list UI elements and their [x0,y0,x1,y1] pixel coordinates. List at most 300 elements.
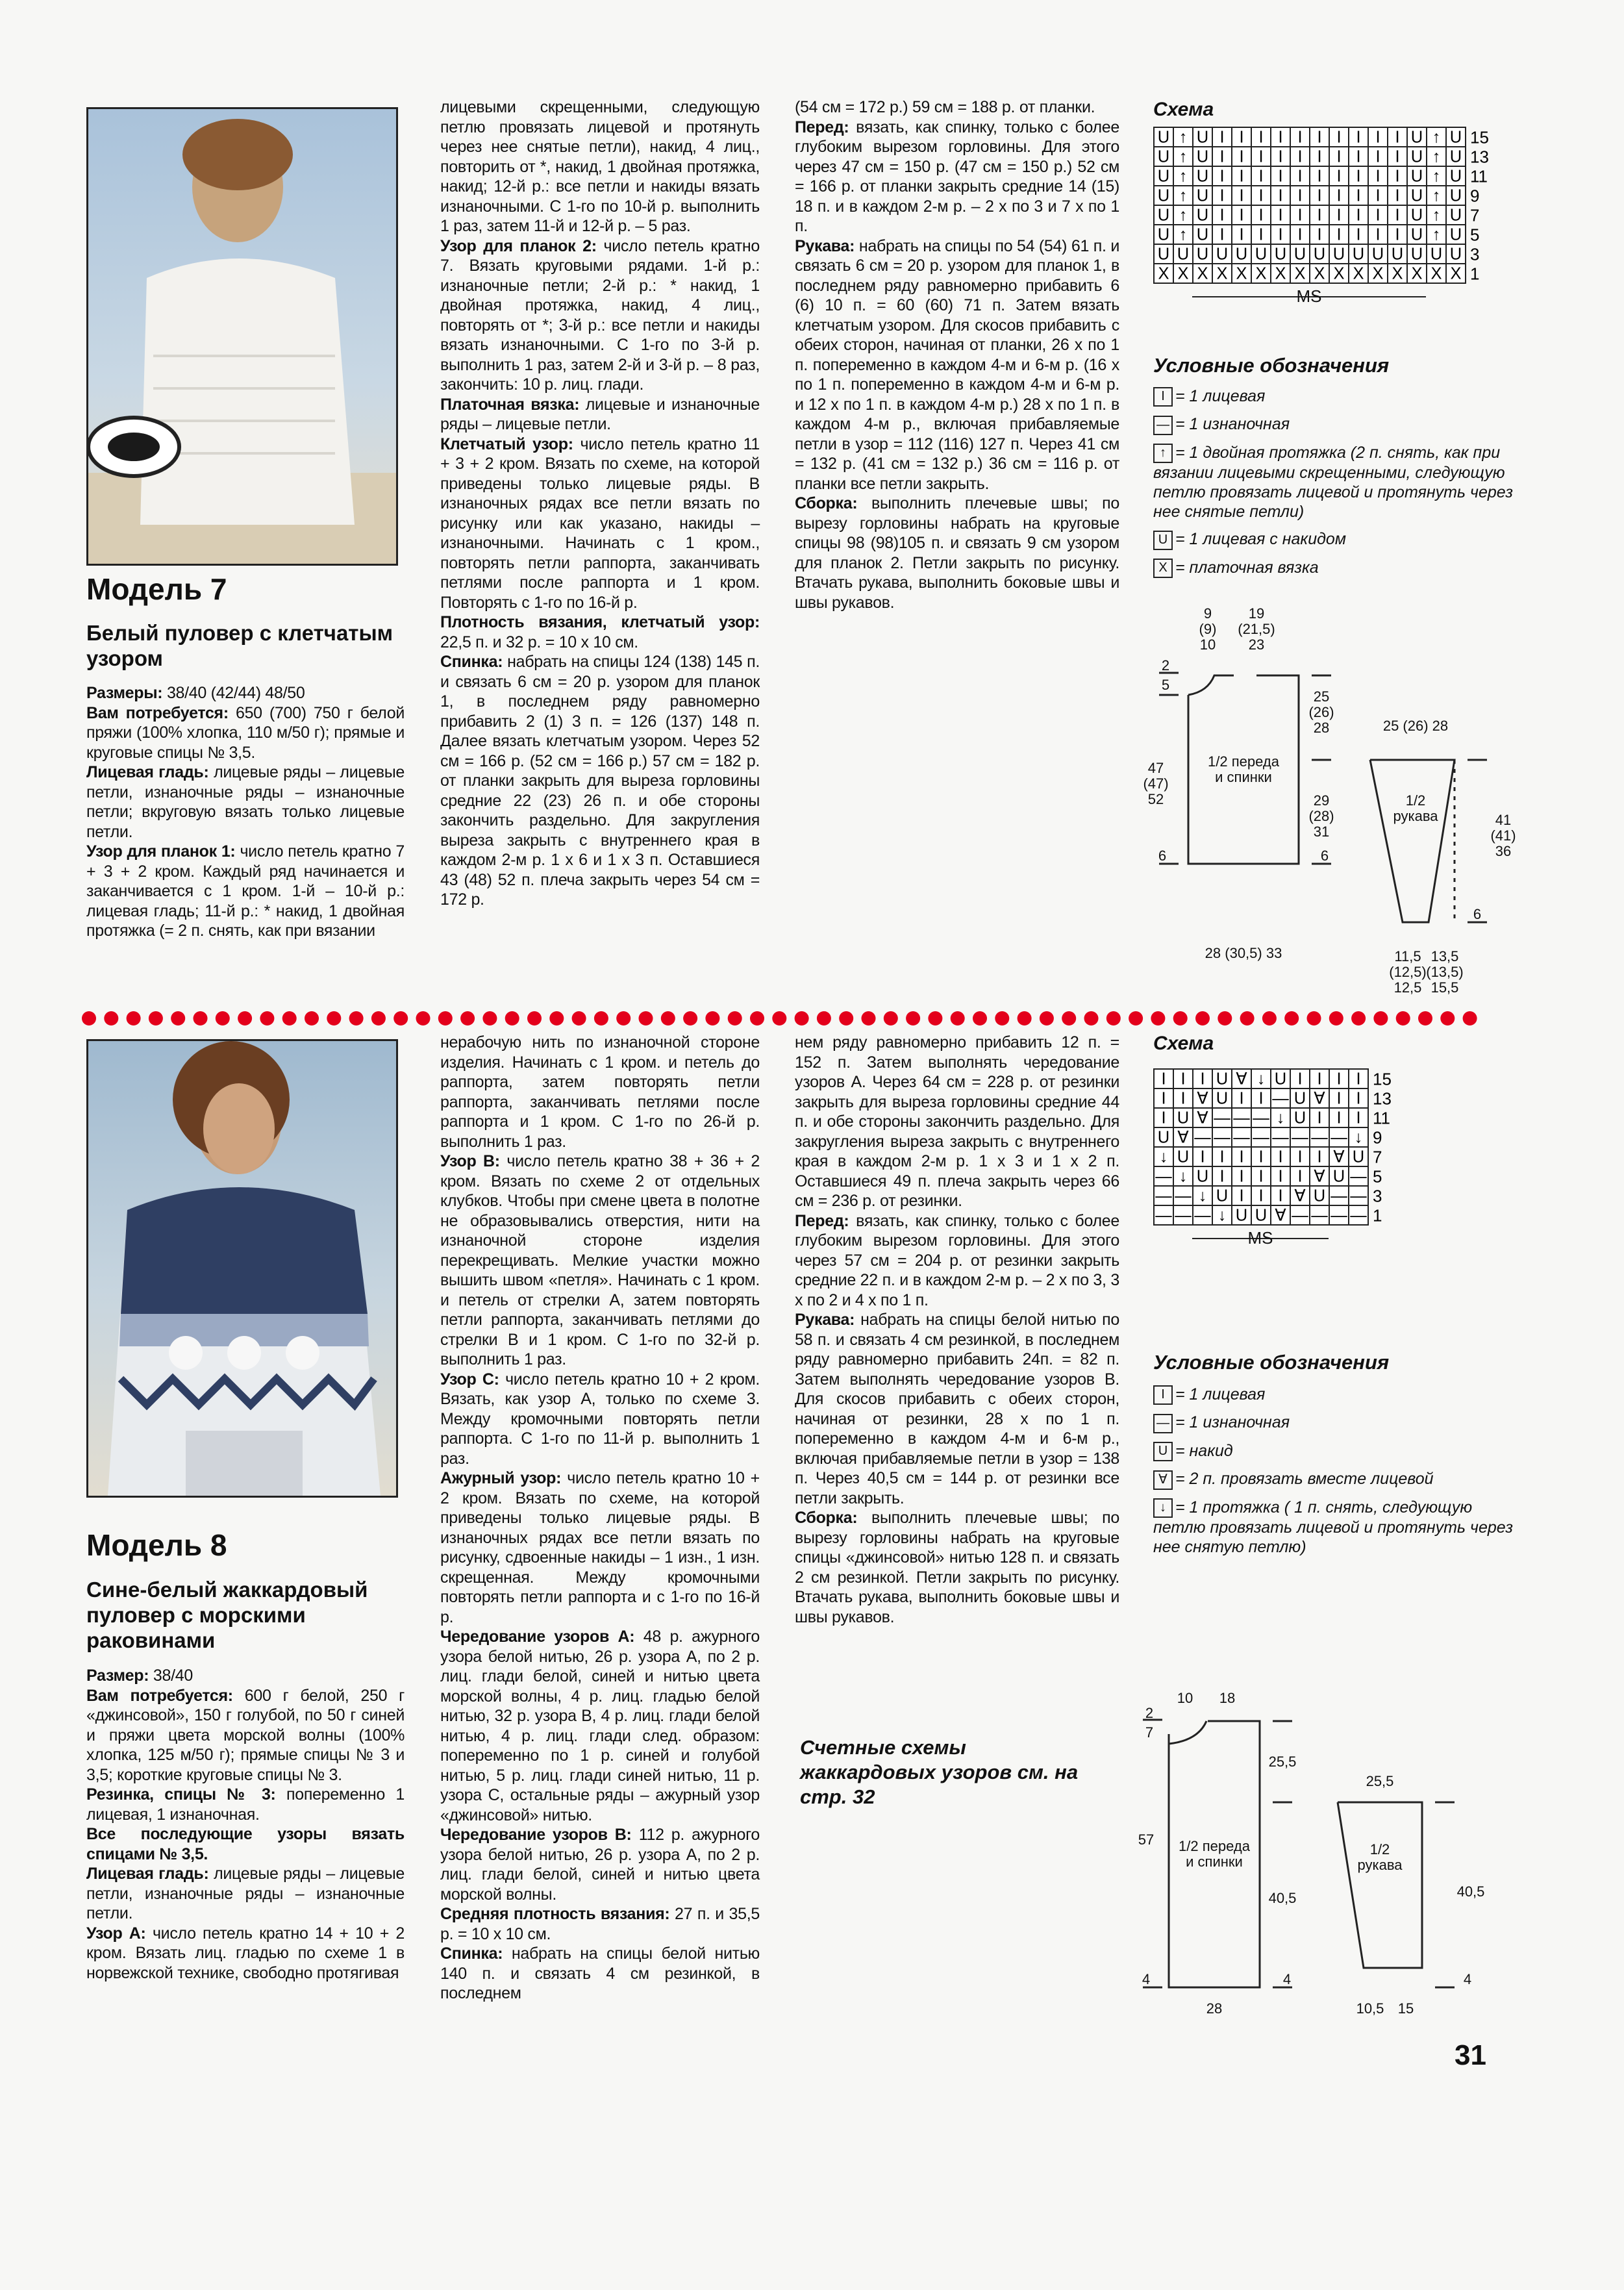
chart-symbol: I [1297,1167,1303,1186]
divider-dot [772,1011,786,1025]
chart-symbol: U [1293,1109,1306,1127]
divider-dot [1129,1011,1143,1025]
schematic-sleeve-width-label: 10,5 [1356,2000,1384,2017]
chart-symbol: U [1157,245,1170,264]
chart-symbol: I [1239,167,1244,186]
paragraph-heading: Лицевая гладь: [86,1865,209,1883]
chart-symbol: U [1157,186,1170,205]
model8-paragraph [440,1370,760,1469]
chart-symbol: U [1430,245,1443,264]
chart-symbol: U [1449,147,1462,166]
legend-item [1153,414,1517,434]
legend-text: = 1 изнаночная [1175,1413,1290,1432]
chart-symbol: U [1313,1187,1326,1205]
paragraph-text: лицевыми скрещенными, следующую петлю провязать лицевой и протянуть через нее снятые петли), накид, 4 лиц., повторить от *, накид, 1 двойная протяжка, накид; 12-й р.: все петли и накиды вязать изнаночными. С 1-го по 10-й р. выполнить 1 раз, затем 11-й и 12-й р. – 5 раз. [440,98,760,235]
paragraph-text: число петель кратно 10 + 2 кром. Вязать по схеме, на которой приведены только лицевые ряды. В изнаночных рядах все петли вязать по рисунку, сдвоенные накиды – 1 изн., 1 изн. скрещенная. Между кромочными повторять петли раппорта и с 1-го по 16-й р. [440,1469,760,1626]
paragraph-heading: Перед: [795,118,849,136]
divider-dot [260,1011,274,1025]
divider-dot [817,1011,831,1025]
paragraph-text: 22,5 п. и 32 р. = 10 х 10 см. [440,633,638,651]
paragraph-heading: Узор А: [86,1924,146,1943]
chart-symbol: I [1336,147,1342,166]
chart-symbol: ∀ [1275,1206,1286,1225]
chart-symbol: I [1375,167,1380,186]
paragraph-text: вязать, как спинку, только с более глубоким вырезом горловины. Для этого через 57 см = 204 р. от резинки закрыть средние 22 п. и в каждом 2-м р. – 2 х по 3, 3 х по 2 и 4 х по 1 п. [795,1211,1119,1309]
schematic-body-height-label: 47 [1147,760,1164,776]
model8-paragraph [86,1666,405,1686]
chart-symbol: U [1196,225,1209,244]
legend-item [1153,558,1517,578]
chart-symbol: I [1239,206,1244,225]
chart-symbol: — [1233,1109,1250,1127]
chart-symbol: U [1449,128,1462,147]
schematic-body-height-label: 57 [1138,1831,1155,1848]
legend-symbol-icon: U [1153,1442,1173,1461]
schematic-sleeve-width-label: 11,5 [1394,948,1421,964]
divider-dot [1373,1011,1388,1025]
chart-symbol: I [1297,1148,1303,1166]
chart-row-number: 5 [1373,1166,1382,1187]
schematic-body-height-label: 52 [1147,791,1164,807]
chart-symbol: I [1258,1167,1264,1186]
model7-paragraph [795,236,1119,494]
chart-symbol: X [1314,264,1325,283]
chart-symbol: U [1196,128,1209,147]
chart-symbol: I [1297,225,1303,244]
model8-paragraph [795,1508,1119,1627]
chart-symbol: U [1410,245,1423,264]
paragraph-heading: Рукава: [795,236,855,255]
legend-item [1153,529,1517,549]
model7-paragraph [795,494,1119,612]
chart-symbol: X [1158,264,1169,283]
divider-dot [951,1011,965,1025]
chart-symbol: I [1278,167,1283,186]
chart-symbol: — [1292,1206,1308,1225]
chart-symbol: I [1336,167,1342,186]
paragraph-heading: Резинка, спицы № 3: [86,1785,276,1804]
model7-paragraph [86,703,405,763]
divider-dot [505,1011,519,1025]
chart-symbol: I [1317,186,1322,205]
schematic-body-height-label: (47) [1143,775,1169,792]
paragraph-text: 600 г белой, 250 г «джинсовой», 150 г голубой, по 50 г синей и пряжи цвета морской волны (100% хлопка, 125 м/50 г); прямые спицы № 3 и 3,5; короткие круговые спицы № 3. [86,1686,405,1784]
chart-symbol: U [1293,245,1306,264]
legend-symbol-icon: — [1153,1414,1173,1433]
chart-symbol: I [1356,1109,1361,1127]
chart-symbol: I [1278,1187,1283,1205]
chart-row-number: 11 [1373,1108,1390,1128]
chart-symbol: ↓ [1179,1167,1188,1186]
chart-symbol: I [1317,206,1322,225]
chart-symbol: U [1371,245,1384,264]
chart-symbol: U [1410,167,1423,186]
chart-row-number: 9 [1373,1127,1382,1148]
legend-text: = 1 лицевая [1175,387,1266,405]
schematic-body-label: 1/2 переда [1208,753,1279,770]
chart-symbol: ↓ [1256,1070,1266,1088]
schematic-sleeve-label: рукава [1393,808,1438,824]
chart-symbol: I [1336,186,1342,205]
chart-symbol: — [1350,1187,1367,1205]
chart-symbol: ↑ [1432,206,1441,225]
chart-symbol: I [1356,1070,1361,1088]
paragraph-text: вязать, как спинку, только с более глубоким вырезом горловины. Для этого через 47 см = 150 р. (47 см = 150 р.) 52 см = 166 р. от планки закрыть средние 14 (15) 18 п. и в каждом 2-м р. – 2 х по 3 и 7 х по 1 п. [795,118,1119,235]
model7-paragraph [795,118,1119,236]
chart-symbol: ↑ [1432,186,1441,205]
paragraph-text: число петель кратно 7 + 3 + 2 кром. Каждый ряд начинается и заканчивается с 1 кром. 1-й – 10-й р.: лицевая гладь; 11-й р.: * накид, 1 двойная протяжка (= 2 п. снять, как при вязании [86,842,405,940]
chart-symbol: ↓ [1276,1109,1285,1127]
chart-symbol: U [1410,186,1423,205]
schematic-armhole-label: (26) [1308,704,1334,720]
divider-dot [594,1011,608,1025]
chart-symbol: I [1258,186,1264,205]
paragraph-text: число петель кратно 14 + 10 + 2 кром. Вязать лиц. гладью по схеме 1 в норвежской технике, свободно протягивая [86,1924,405,1982]
legend-item [1153,1441,1517,1461]
chart-symbol: ∀ [1177,1128,1189,1147]
chart-symbol: I [1356,186,1361,205]
chart-symbol: U [1196,167,1209,186]
model8-paragraph [86,1785,405,1824]
model7-paragraph [86,762,405,842]
chart-symbol: I [1336,1070,1342,1088]
divider-dot [1195,1011,1210,1025]
model8-paragraph [795,1310,1119,1508]
chart-symbol: U [1410,206,1423,225]
chart-symbol: U [1196,245,1209,264]
model8-paragraph [440,1151,760,1370]
schematic-sleeve-width-label: (13,5) [1426,964,1464,980]
chart-symbol: U [1177,245,1190,264]
chart-symbol: U [1449,167,1462,186]
legend-symbol-icon: U [1153,531,1173,550]
chart-symbol: I [1336,128,1342,147]
paragraph-heading: Узор для планок 2: [440,236,597,255]
chart-symbol: ↓ [1354,1128,1363,1147]
paragraph-heading: Вам потребуется: [86,703,229,722]
paragraph-heading: Лицевая гладь: [86,763,209,781]
divider-dot [705,1011,719,1025]
chart-symbol: U [1177,1148,1190,1166]
divider-dot [149,1011,163,1025]
chart-symbol: I [1219,1148,1225,1166]
schematic-neck-depth2-label: 5 [1161,677,1170,693]
divider-dot [1262,1011,1277,1025]
divider-dot [750,1011,764,1025]
model8-photo [86,1039,398,1498]
legend-symbol-icon: I [1153,387,1173,407]
divider-dot [171,1011,185,1025]
chart-symbol: X [1372,264,1384,283]
legend-item [1153,1498,1517,1557]
chart-symbol: U [1449,206,1462,225]
chart-symbol: ∀ [1314,1089,1325,1108]
schematic-sleeve-width-label: 12,5 [1393,979,1422,996]
chart-symbol: ∀ [1236,1070,1247,1088]
chart-symbol: U [1216,245,1229,264]
legend-item [1153,1413,1517,1433]
chart-symbol: — [1330,1187,1347,1205]
chart-symbol: ↑ [1179,225,1188,244]
model8-paragraph [440,1944,760,2004]
chart-symbol: — [1350,1206,1367,1225]
divider-dot [394,1011,408,1025]
paragraph-text: попеременно 1 лицевая, 1 изнаночная. [86,1785,405,1824]
divider-dot [371,1011,386,1025]
model7-title: Модель 7 [86,572,227,606]
divider-dot [1418,1011,1432,1025]
divider-dot [1351,1011,1366,1025]
paragraph-heading: Чередование узоров В: [440,1826,632,1844]
chart-row-number: 3 [1373,1186,1382,1206]
legend-text: = 2 п. провязать вместе лицевой [1175,1470,1434,1489]
model8-paragraph [440,1904,760,1944]
divider-dot [482,1011,497,1025]
chart-symbol: — [1350,1167,1367,1186]
schematic-neck-depth2-label: 7 [1145,1724,1154,1741]
model8-stitch-chart [1153,1068,1452,1296]
divider-dot [305,1011,319,1025]
paragraph-text: набрать на спицы белой нитью 140 п. и связать 4 см резинкой, в последнем [440,1944,760,2002]
legend-item [1153,443,1517,522]
paragraph-text: 27 п. и 35,5 р. = 10 х 10 см. [440,1905,760,1943]
chart-row-number: 15 [1373,1069,1392,1089]
model7-paragraph [440,395,760,434]
chart-symbol: X [1411,264,1423,283]
paragraph-text: число петель кратно 7. Вязать круговыми рядами. 1-й р.: изнаночные петли; 2-й р.: * накид, 1 двойная протяжка, накид, 4 лиц., повторять от *; 3-й р.: все петли и накиды вязать изнаночными. С 1-го по 3-й р. выполнить 1 раз, затем 2-й и 3-й р. – 8 раз, закончить: 10 р. лиц. глади. [440,236,760,394]
chart-symbol: X [1353,264,1364,283]
divider-dot [1218,1011,1232,1025]
chart-symbol: X [1392,264,1403,283]
model8-col2 [440,1033,760,2004]
legend-text: = 1 лицевая [1175,1385,1266,1403]
divider-dot [862,1011,876,1025]
model7-photo-image [88,109,396,564]
chart-symbol: U [1255,1206,1268,1225]
schematic-armhole-label: 25 [1313,688,1330,705]
schematic-side-label: 31 [1313,824,1330,840]
model8-col3 [795,1033,1119,1627]
chart-symbol: I [1336,1089,1342,1108]
schematic-sleeve-top-label: 25,5 [1366,1773,1394,1789]
model7-paragraph [86,683,405,703]
paragraph-heading: Платочная вязка: [440,395,580,414]
divider-dot [1040,1011,1054,1025]
chart-row-number: 15 [1470,127,1489,147]
schematic-sleeve-label: 1/2 [1405,792,1426,809]
legend-text: = 1 двойная протяжка (2 п. снять, как при вязании лицевыми скрещенными, следующую петлю провязать лицевой и протянуть через нее снятые петли) [1153,443,1514,522]
paragraph-heading: Клетчатый узор: [440,434,573,453]
schematic-band-label: 6 [1320,848,1329,864]
schematic-sleeve-height-label: 41 [1495,812,1512,828]
chart-symbol: I [1258,1148,1264,1166]
divider-dot [416,1011,431,1025]
paragraph-heading: Размер: [86,1667,149,1685]
chart-symbol: U [1216,1070,1229,1088]
legend-text: = накид [1175,1441,1233,1460]
chart-symbol: — [1330,1206,1347,1225]
divider-dot [282,1011,297,1025]
chart-symbol: I [1356,206,1361,225]
legend-symbol-icon: ↑ [1153,444,1173,463]
chart-symbol: I [1239,128,1244,147]
paragraph-heading: Узор для планок 1: [86,842,236,861]
divider-dot [1173,1011,1188,1025]
chart-row-number: 1 [1470,264,1480,284]
chart-symbol: I [1181,1089,1186,1108]
chart-symbol: I [1297,147,1303,166]
chart-symbol: U [1313,245,1326,264]
chart-row-number: 3 [1470,244,1480,264]
chart-symbol: U [1196,147,1209,166]
paragraph-heading: Вам потребуется: [86,1686,233,1705]
legend-text: = 1 лицевая с накидом [1175,530,1346,549]
model8-subtitle: Сине-белый жаккардовый пуловер с морскими раковинами [86,1578,368,1652]
chart-symbol: I [1375,186,1380,205]
model7-paragraph [440,97,760,236]
chart-symbol: ↑ [1432,167,1441,186]
chart-symbol: — [1175,1206,1192,1225]
chart-symbol: — [1330,1128,1347,1147]
chart-symbol: ↑ [1179,206,1188,225]
chart-symbol: — [1292,1128,1308,1147]
chart-symbol: I [1356,1089,1361,1108]
divider-dot [238,1011,252,1025]
schematic-band-label: 4 [1142,1971,1151,1987]
divider-dot [884,1011,898,1025]
chart-symbol: ↑ [1179,167,1188,186]
chart-symbol: U [1157,147,1170,166]
model8-paragraph [440,1627,760,1825]
legend-text: = 1 протяжка ( 1 п. снять, следующую петлю провязать лицевой и протянуть через нее снятую петлю) [1153,1498,1514,1556]
schematic-sleeve-top-label: 25 (26) 28 [1382,718,1449,734]
paragraph-text: 112 р. ажурного узора белой нитью, 26 р. узора А, по 2 р. лиц. глади белой, синей и нитью цвета морской волны. [440,1826,760,1904]
chart-symbol: U [1352,1148,1365,1166]
chart-symbol: U [1216,1187,1229,1205]
legend-symbol-icon: I [1153,1385,1173,1405]
chart-symbol: I [1239,225,1244,244]
chart-symbol: I [1219,186,1225,205]
model7-schema-title: Схема [1153,99,1214,120]
divider-dot [1062,1011,1076,1025]
schematic-sleeve-width-label: 15,5 [1430,979,1459,996]
divider-dot [549,1011,564,1025]
chart-symbol: I [1356,147,1361,166]
chart-symbol: — [1233,1128,1250,1147]
chart-symbol: U [1274,1070,1287,1088]
chart-symbol: — [1311,1128,1328,1147]
chart-symbol: I [1239,1187,1244,1205]
schematic-side-label: (28) [1308,808,1334,824]
paragraph-heading: Узор С: [440,1370,499,1389]
chart-symbol: I [1317,1070,1322,1088]
model8-paragraph [440,1033,760,1151]
legend-item [1153,1385,1517,1405]
paragraph-heading: Узор В: [440,1152,500,1170]
chart-symbol: U [1391,245,1404,264]
schematic-sleeve-label: рукава [1357,1857,1403,1873]
model7-paragraph [440,612,760,652]
chart-symbol: U [1410,128,1423,147]
paragraph-heading: Средняя плотность вязания: [440,1905,670,1923]
chart-symbol: U [1157,206,1170,225]
divider-dot [1151,1011,1165,1025]
chart-symbol: — [1194,1128,1211,1147]
paragraph-heading: Спинка: [440,1944,503,1963]
divider-dot [438,1011,453,1025]
chart-row-number: 13 [1373,1088,1392,1109]
chart-symbol: ↑ [1432,128,1441,147]
divider-dot [1018,1011,1032,1025]
paragraph-text: лицевые ряды – лицевые петли, изнаночные ряды – изнаночные петли. [86,1865,405,1922]
chart-symbol: I [1278,206,1283,225]
chart-symbol: X [1197,264,1208,283]
divider-dot [1307,1011,1321,1025]
divider-dot [1329,1011,1343,1025]
chart-symbol: U [1293,1089,1306,1108]
model7-schematic-labels [1143,605,1516,996]
chart-symbol: I [1395,147,1400,166]
chart-symbol: I [1200,1070,1205,1088]
chart-symbol: I [1395,128,1400,147]
divider-dot [795,1011,809,1025]
chart-symbol: ↑ [1179,128,1188,147]
model8-title: Модель 8 [86,1528,227,1562]
chart-symbol: — [1194,1206,1211,1225]
chart-symbol: I [1278,1148,1283,1166]
schematic-band-label: 4 [1282,1971,1292,1987]
chart-symbol: I [1395,206,1400,225]
chart-row-number: 1 [1373,1205,1382,1226]
divider-dot [973,1011,987,1025]
model8-col1 [86,1666,405,1983]
chart-symbol: I [1239,147,1244,166]
legend-symbol-icon: ∀ [1153,1470,1173,1490]
chart-symbol: I [1278,147,1283,166]
divider-dot [194,1011,208,1025]
paragraph-heading: Ажурный узор: [440,1469,562,1487]
legend-text: = платочная вязка [1175,558,1319,577]
chart-symbol: I [1258,128,1264,147]
chart-row-number: 11 [1470,166,1488,186]
chart-symbol: X [1430,264,1442,283]
model7-photo [86,107,398,566]
schematic-shoulder-width-label: 19 [1248,605,1265,622]
chart-symbol: — [1214,1109,1230,1127]
chart-symbol: I [1278,128,1283,147]
chart-symbol: U [1157,225,1170,244]
schematic-neck-width-label: (9) [1199,621,1217,637]
chart-symbol: ↑ [1432,147,1441,166]
chart-symbol: — [1175,1187,1192,1205]
schematic-neck-depth-label: 2 [1145,1705,1154,1721]
chart-symbol: I [1317,167,1322,186]
model7-col2 [440,97,760,910]
divider-dot [1396,1011,1410,1025]
chart-symbol: U [1449,245,1462,264]
schematic-side-label: 29 [1313,792,1330,809]
model7-col1 [86,683,405,941]
chart-symbol: U [1196,206,1209,225]
chart-symbol: X [1294,264,1306,283]
divider-dot [572,1011,586,1025]
chart-row-number: 7 [1373,1147,1382,1167]
paragraph-heading: Все последующие узоры вязать спицами № 3,5. [86,1825,405,1863]
chart-symbol: I [1356,167,1361,186]
chart-symbol: I [1278,225,1283,244]
divider-dot [839,1011,853,1025]
chart-symbol: U [1449,186,1462,205]
